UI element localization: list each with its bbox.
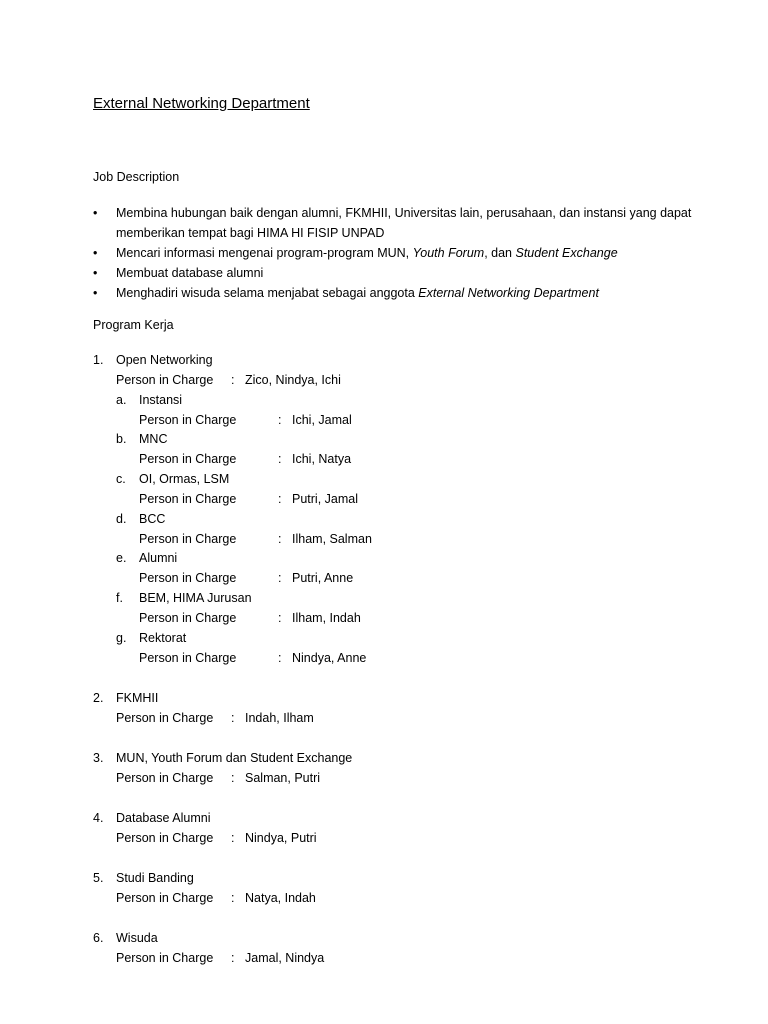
pic-value: Zico, Nindya, Ichi [245,373,341,387]
program-name: Database Alumni [116,811,211,825]
job-description-text: Membina hubungan baik dengan alumni, FKMHII, Universitas lain, perusahaan, dan instansi yang dapat memberikan tempat bagi HIMA HI FISIP UNPAD [116,206,692,240]
pic-value: Nindya, Anne [292,650,367,665]
sub-item-letter: g. [116,630,127,645]
program-number: 2. [93,691,104,705]
pic-label: Person in Charge [116,711,214,725]
job-description-item [93,283,693,303]
job-description-list [93,203,693,303]
pic-colon: : [278,412,282,427]
pic-colon: : [278,491,282,506]
program-number: 3. [93,751,104,765]
pic-label: Person in Charge [116,891,214,905]
pic-value: Putri, Anne [292,571,354,586]
sub-item-name: Rektorat [139,630,187,645]
pic-colon: : [231,831,235,845]
pic-label: Person in Charge [116,831,214,845]
program-number: 5. [93,871,104,885]
pic-label: Person in Charge [139,491,237,506]
job-description-text: Membuat database alumni [116,266,264,280]
pic-colon: : [278,611,282,625]
pic-value: Indah, Ilham [245,711,314,725]
pic-colon: : [231,771,235,785]
pic-colon: : [231,891,235,905]
program-name: FKMHII [116,691,159,705]
pic-colon: : [278,650,282,665]
pic-value: Nindya, Putri [245,831,317,845]
job-description-item [93,243,693,263]
program-number: 6. [93,931,104,945]
program-name: Open Networking [116,353,213,367]
sub-item-name: BEM, HIMA Jurusan [139,591,252,605]
pic-label: Person in Charge [139,650,237,665]
pic-colon: : [231,373,235,387]
pic-label: Person in Charge [139,571,237,586]
pic-value: Ichi, Natya [292,452,352,467]
bullet-icon: • [93,206,98,220]
pic-label: Person in Charge [116,951,214,965]
pic-colon: : [278,452,282,467]
job-description-text: Mencari informasi mengenai program-program MUN, Youth Forum, dan Student Exchange [116,246,618,260]
sub-item-letter: c. [116,471,126,486]
sub-item-letter: b. [116,432,127,447]
pic-label: Person in Charge [116,373,214,387]
pic-value: Natya, Indah [245,891,316,905]
pic-label: Person in Charge [116,771,214,785]
sub-item-name: OI, Ormas, LSM [139,471,230,486]
pic-value: Ilham, Salman [292,531,372,546]
program-kerja-heading: Program Kerja [93,318,174,332]
pic-value: Putri, Jamal [292,491,358,506]
job-description-text: Menghadiri wisuda selama menjabat sebagai anggota External Networking Department [116,286,599,300]
sub-item-name: BCC [139,511,166,526]
sub-item-letter: a. [116,392,127,407]
sub-item-name: MNC [139,432,168,447]
pic-value: Salman, Putri [245,771,321,785]
job-description-item [93,263,693,283]
pic-colon: : [278,571,282,586]
pic-colon: : [231,711,235,725]
pic-value: Ichi, Jamal [292,412,352,427]
program-name: MUN, Youth Forum dan Student Exchange [116,751,353,765]
program-number: 4. [93,811,104,825]
program-name: Studi Banding [116,871,194,885]
pic-label: Person in Charge [139,452,237,467]
sub-item-letter: f. [116,591,123,605]
pic-colon: : [231,951,235,965]
bullet-icon: • [93,286,98,300]
job-description-item [93,203,693,243]
bullet-icon: • [93,266,98,280]
pic-colon: : [278,531,282,546]
sub-item-name: Instansi [139,392,183,407]
job-description-heading: Job Description [93,170,180,184]
pic-label: Person in Charge [139,611,237,625]
sub-item-name: Alumni [139,551,178,566]
pic-value: Ilham, Indah [292,611,361,625]
program-number: 1. [93,353,104,367]
document-title: External Networking Department [93,95,310,112]
sub-item-letter: d. [116,511,127,526]
sub-item-letter: e. [116,551,127,566]
pic-label: Person in Charge [139,531,237,546]
pic-value: Jamal, Nindya [245,951,325,965]
program-name: Wisuda [116,931,158,945]
bullet-icon: • [93,246,98,260]
pic-label: Person in Charge [139,412,237,427]
